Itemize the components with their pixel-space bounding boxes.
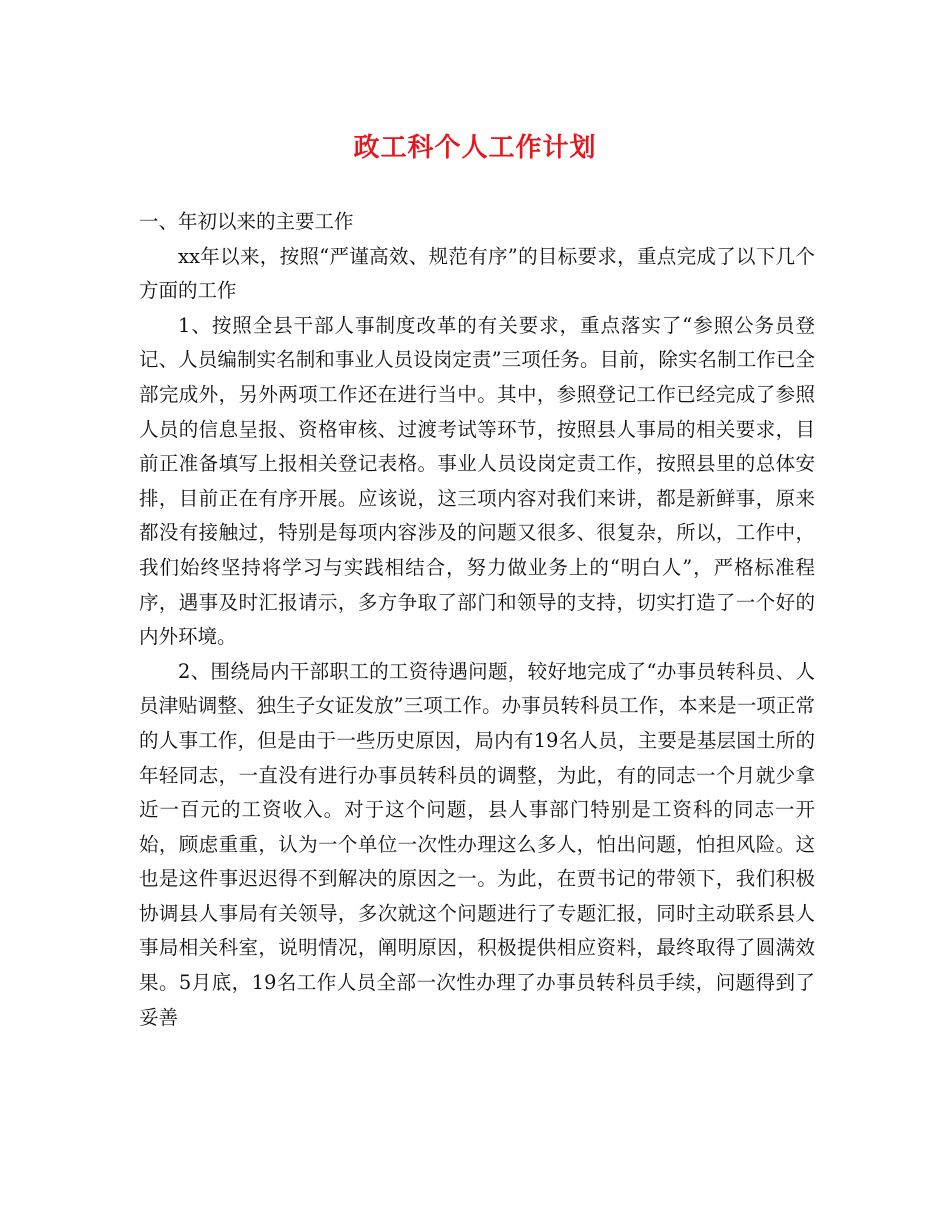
document-title: 政工科个人工作计划 bbox=[353, 133, 597, 163]
section-heading: 一、年初以来的主要工作 bbox=[139, 210, 354, 233]
paragraph-item-1: 1、按照全县干部人事制度改革的有关要求，重点落实了“参照公务员登记、人员编制实名制和事业人员设岗定责”三项任务。目前，除实名制工作已全部完成外，另外两项工作还在进行当中。其中，参照登记工作已经完成了参照人员的信息呈报、资格审核、过渡考试等环节，按照县人事局的相关要求，目前正准备填写上报相关登记表格。事业人员设岗定责工作，按照县里的总体安排，目前正在有序开展。应该说，这三项内容对我们来讲，都是新鲜事，原来都没有接触过，特别是每项内容涉及的问题又很多、很复杂，所以，工作中，我们始终坚持将学习与实践相结合，努力做业务上的“明白人”，严格标准程序，遇事及时汇报请示，多方争取了部门和领导的支持，切实打造了一个好的内外环境。 bbox=[139, 313, 815, 649]
paragraph-item-2: 2、围绕局内干部职工的工资待遇问题，较好地完成了“办事员转科员、人员津贴调整、独生子女证发放”三项工作。办事员转科员工作，本来是一项正常的人事工作，但是由于一些历史原因，局内有19名人员，主要是基层国土所的年轻同志，一直没有进行办事员转科员的调整，为此，有的同志一个月就少拿近一百元的工资收入。对于这个问题，县人事部门特别是工资科的同志一开始，顾虑重重，认为一个单位一次性办理这么多人，怕出问题，怕担风险。这也是这件事迟迟得不到解决的原因之一。为此，在贾书记的带领下，我们积极协调县人事局有关领导，多次就这个问题进行了专题汇报，同时主动联系县人事局相关科室，说明情况，阐明原因，积极提供相应资料，最终取得了圆满效果。5月底，19名工作人员全部一次性办理了办事员转科员手续，问题得到了妥善 bbox=[139, 659, 815, 1029]
document-body bbox=[139, 205, 815, 1035]
paragraph-intro: xx年以来，按照“严谨高效、规范有序”的目标要求，重点完成了以下几个方面的工作 bbox=[139, 244, 815, 303]
